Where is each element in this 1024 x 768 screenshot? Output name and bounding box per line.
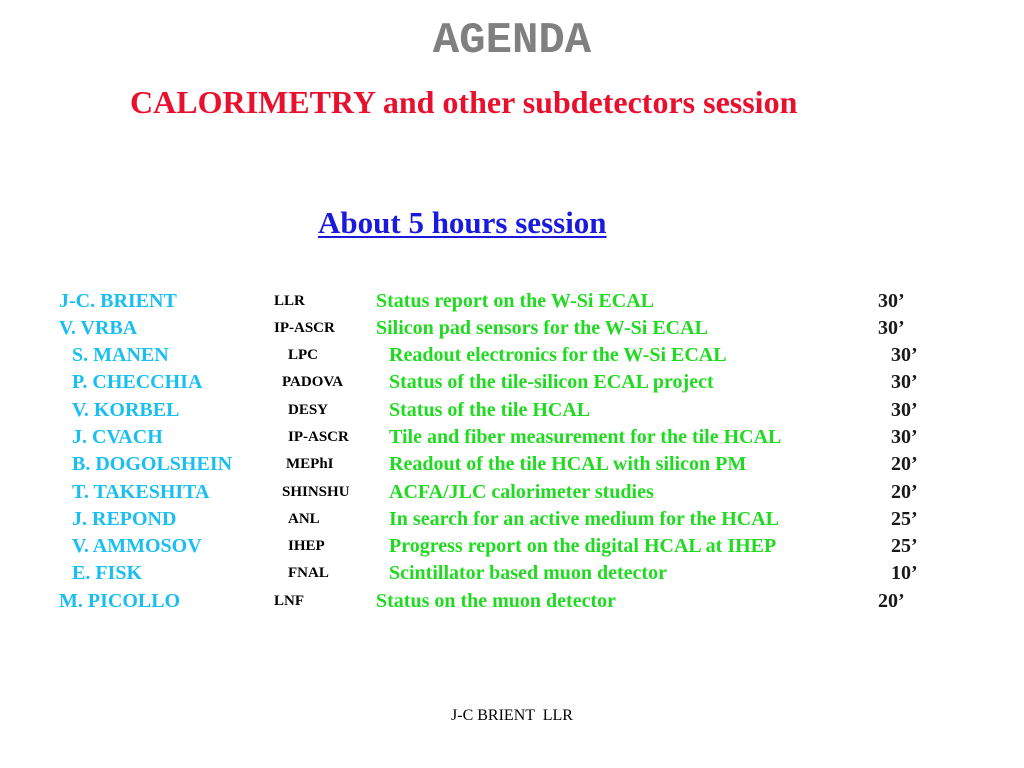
agenda-row — [0, 506, 1024, 533]
talk-title: Tile and fiber measurement for the tile HCAL — [389, 426, 782, 448]
talk-duration: 20’ — [891, 481, 918, 503]
agenda-row — [0, 369, 1024, 396]
lab-name: ANL — [288, 511, 320, 527]
agenda-row — [0, 288, 1024, 315]
talk-duration: 25’ — [891, 535, 918, 557]
agenda-row — [0, 451, 1024, 478]
talk-title: Status of the tile-silicon ECAL project — [389, 371, 714, 393]
talk-title: ACFA/JLC calorimeter studies — [389, 481, 654, 503]
lab-name: FNAL — [288, 565, 329, 581]
speaker-name: T. TAKESHITA — [72, 481, 210, 503]
talk-title: Silicon pad sensors for the W-Si ECAL — [376, 317, 708, 339]
speaker-name: S. MANEN — [72, 344, 169, 366]
lab-name: IP-ASCR — [274, 320, 335, 336]
talk-duration: 30’ — [891, 426, 918, 448]
agenda-row — [0, 397, 1024, 424]
agenda-row — [0, 560, 1024, 587]
speaker-name: B. DOGOLSHEIN — [72, 453, 233, 475]
lab-name: IP-ASCR — [288, 429, 349, 445]
page-title: AGENDA — [432, 16, 592, 66]
agenda-row — [0, 588, 1024, 615]
lab-name: IHEP — [288, 538, 325, 554]
talk-duration: 25’ — [891, 508, 918, 530]
footer-credit: J-C BRIENT LLR — [451, 707, 573, 724]
speaker-name: J. CVACH — [72, 426, 163, 448]
speaker-name: V. KORBEL — [72, 399, 180, 421]
talk-duration: 10’ — [891, 562, 918, 584]
speaker-name: J. REPOND — [72, 508, 177, 530]
talk-title: Readout of the tile HCAL with silicon PM — [389, 453, 747, 475]
lab-name: MEPhI — [286, 456, 334, 472]
talk-title: Scintillator based muon detector — [389, 562, 667, 584]
talk-duration: 30’ — [891, 371, 918, 393]
talk-title: In search for an active medium for the HCAL — [389, 508, 779, 530]
speaker-name: V. VRBA — [59, 317, 138, 339]
talk-duration: 20’ — [878, 590, 905, 612]
talk-title: Status of the tile HCAL — [389, 399, 591, 421]
talk-duration: 30’ — [891, 399, 918, 421]
agenda-row — [0, 342, 1024, 369]
lab-name: LPC — [288, 347, 318, 363]
agenda-row — [0, 424, 1024, 451]
agenda-row — [0, 479, 1024, 506]
session-duration: About 5 hours session — [318, 205, 607, 240]
talk-title: Progress report on the digital HCAL at IHEP — [389, 535, 777, 557]
speaker-name: V. AMMOSOV — [72, 535, 202, 557]
agenda-row — [0, 533, 1024, 560]
talk-duration: 20’ — [891, 453, 918, 475]
lab-name: LNF — [274, 593, 304, 609]
talk-title: Status on the muon detector — [376, 590, 616, 612]
lab-name: SHINSHU — [282, 484, 350, 500]
agenda-row — [0, 315, 1024, 342]
talk-duration: 30’ — [891, 344, 918, 366]
talk-duration: 30’ — [878, 290, 905, 312]
speaker-name: M. PICOLLO — [59, 590, 181, 612]
speaker-name: E. FISK — [72, 562, 143, 584]
lab-name: PADOVA — [282, 374, 344, 390]
speaker-name: P. CHECCHIA — [72, 371, 203, 393]
session-subtitle: CALORIMETRY and other subdetectors session — [130, 84, 798, 120]
talk-title: Status report on the W-Si ECAL — [376, 290, 654, 312]
agenda-list — [0, 288, 1024, 618]
talk-title: Readout electronics for the W-Si ECAL — [389, 344, 727, 366]
speaker-name: J-C. BRIENT — [59, 290, 177, 312]
lab-name: LLR — [274, 293, 305, 309]
talk-duration: 30’ — [878, 317, 905, 339]
lab-name: DESY — [288, 402, 329, 418]
